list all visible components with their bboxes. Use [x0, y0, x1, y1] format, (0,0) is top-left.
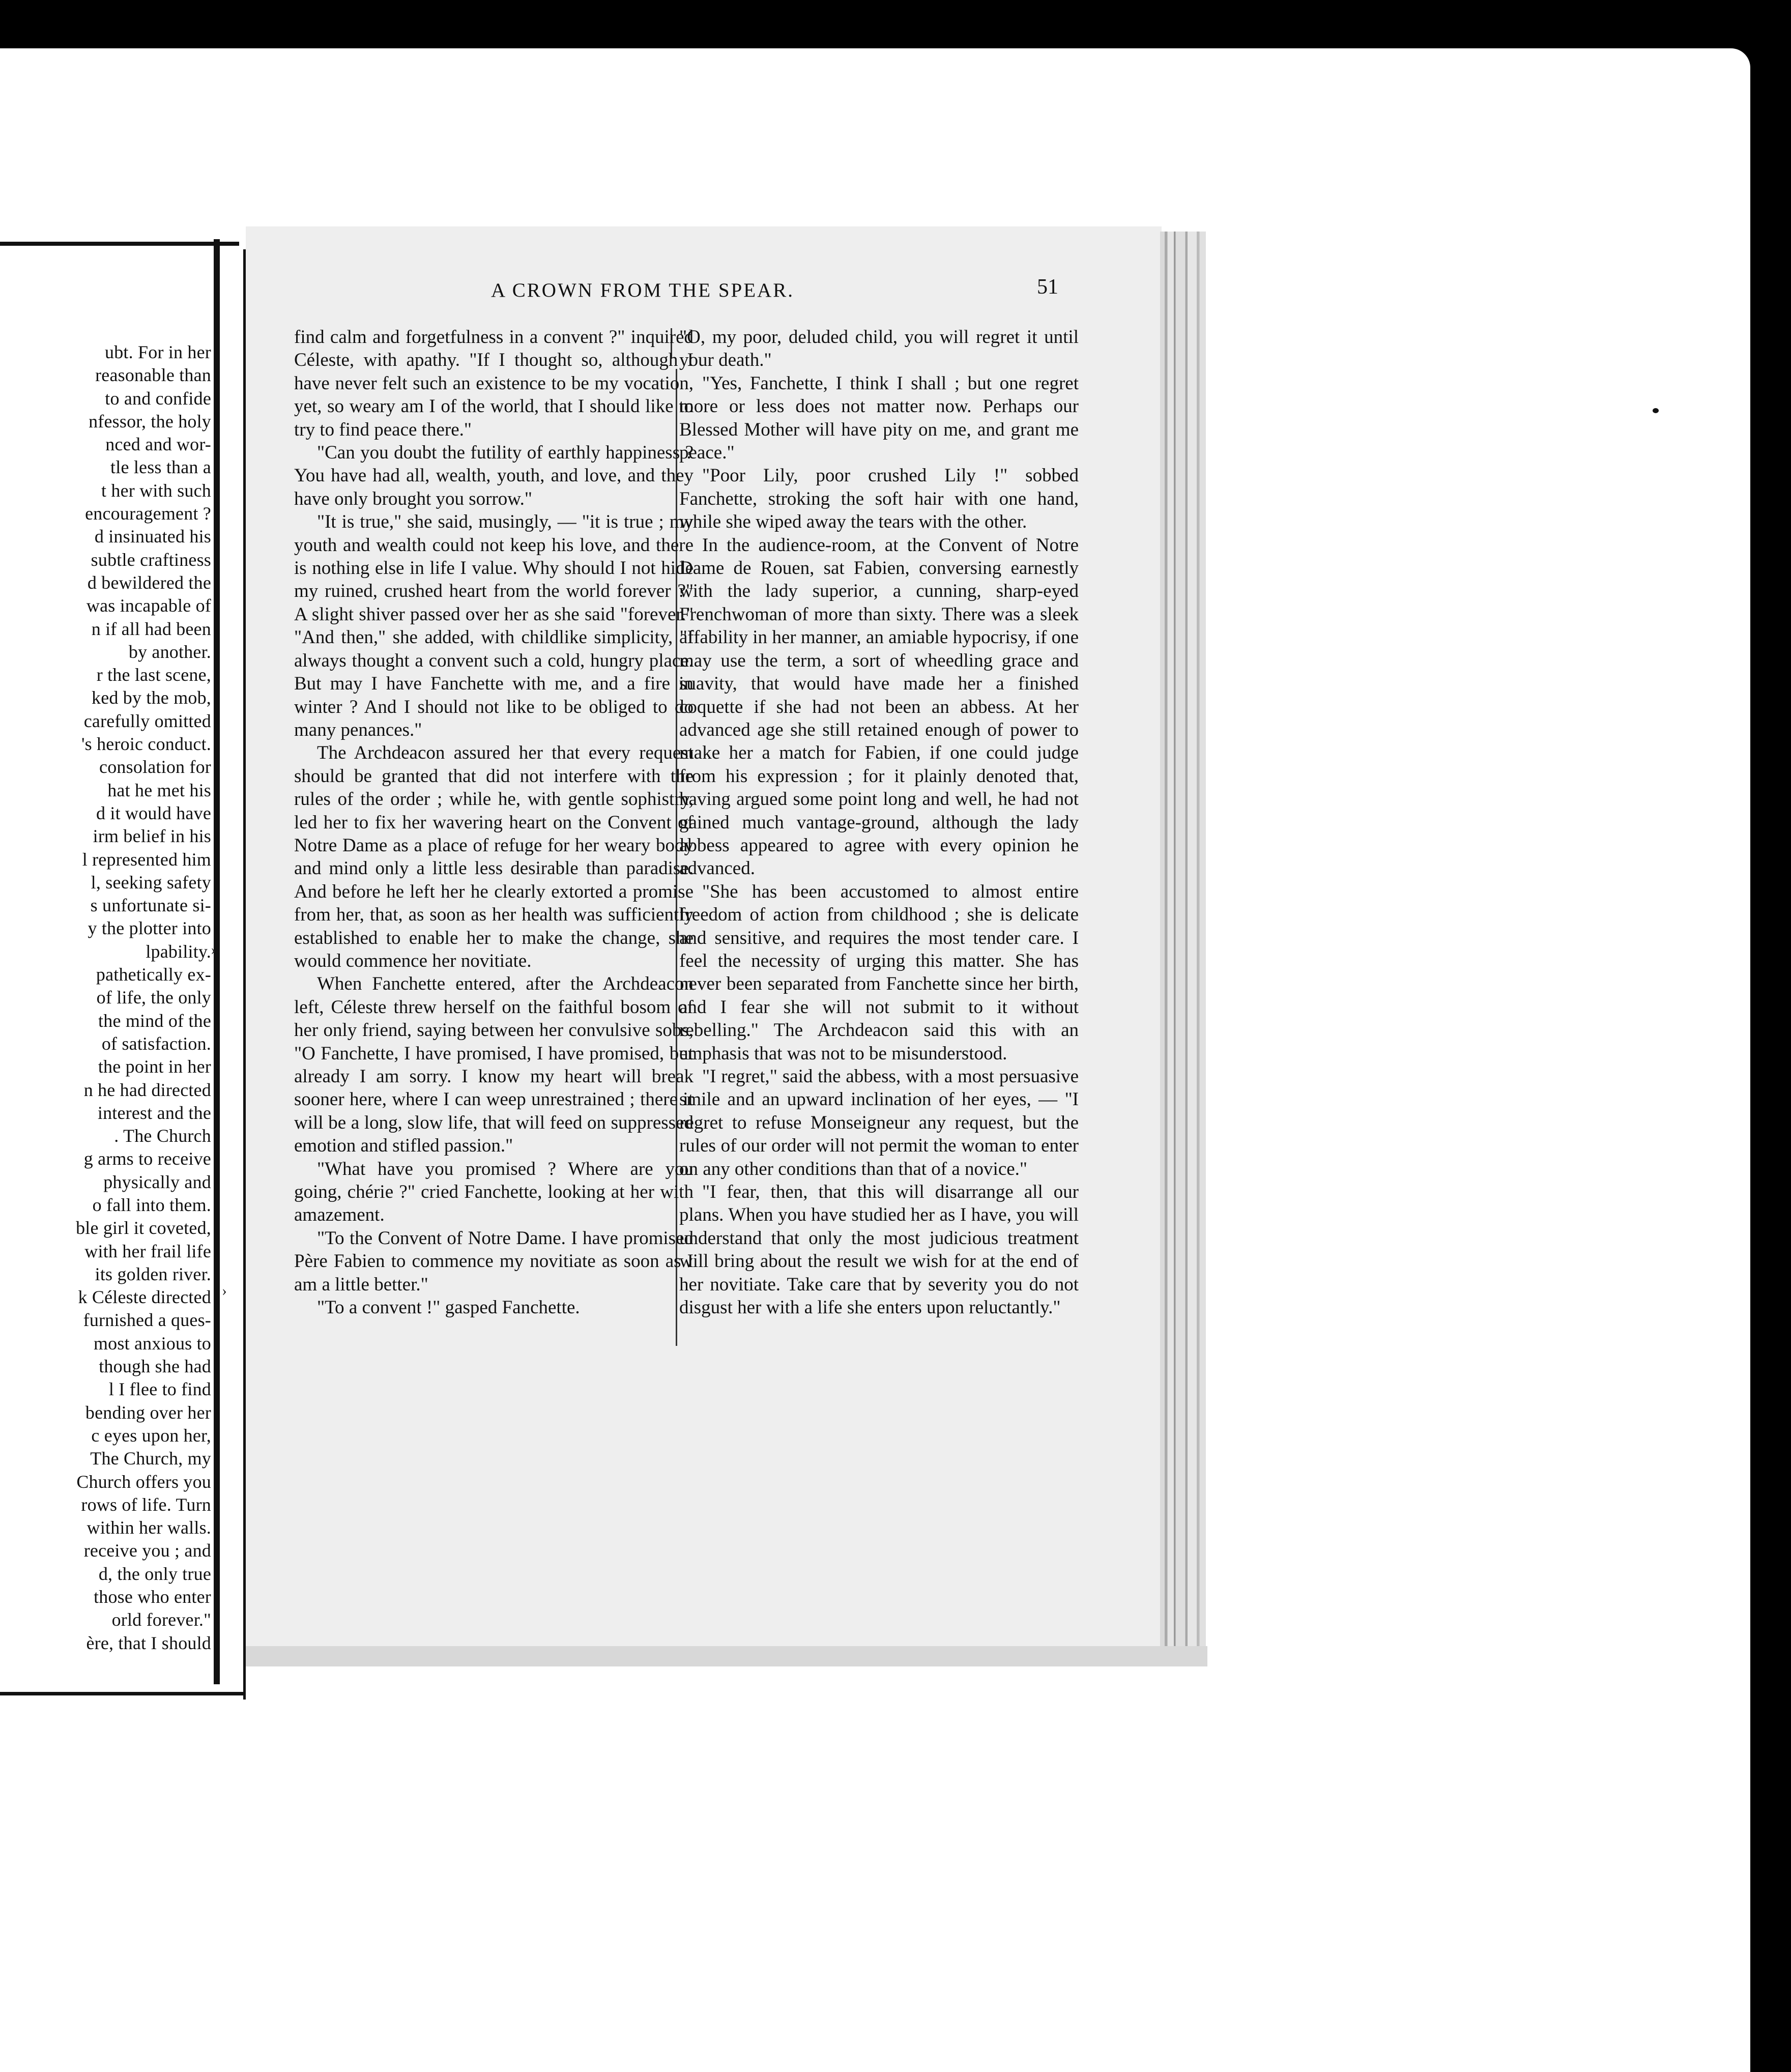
left-page-line: orld forever.": [111, 1609, 211, 1630]
left-page-line: interest and the: [97, 1102, 211, 1123]
running-head: A CROWN FROM THE SPEAR.: [491, 279, 794, 301]
left-page-line: k Céleste directed: [78, 1287, 211, 1308]
left-page-line: l, seeking safety: [91, 872, 211, 893]
left-page-fragment: [0, 239, 211, 1694]
left-page-line: . The Church: [114, 1126, 211, 1146]
left-page-line: of satisfaction.: [101, 1033, 211, 1054]
left-page-line: y the plotter into: [88, 918, 211, 939]
paragraph: "Can you doubt the futility of earthly happiness ? You have had all, wealth, youth, and love, and they have only brought you sorrow.": [294, 442, 694, 509]
left-page-line: hat he met his: [107, 780, 211, 800]
speck: [1653, 408, 1659, 413]
left-page-top-edge: [0, 242, 239, 246]
left-page-line: was incapable of: [86, 595, 211, 616]
paragraph: When Fanchette entered, after the Archdeacon left, Céleste threw herself on the faithful bosom of her only friend, saying between her convulsive sobs, "O Fanchette, I have promised, I have promised, but already I am sorry. I know my heart will break sooner here, where I can weep unrestrained ; there it will be a long, slow life, that will feed on suppressed emotion and stifled passion.": [294, 973, 694, 1157]
paragraph: "To the Convent of Notre Dame. I have promised Père Fabien to commence my novitiate as soon as I am a little better.": [294, 1227, 694, 1295]
left-page-line: most anxious to: [93, 1333, 211, 1354]
left-page-line: d it would have: [96, 802, 211, 823]
left-page-line: o fall into them.: [92, 1194, 211, 1215]
left-page-line: physically and: [103, 1171, 211, 1192]
paragraph: find calm and forgetfulness in a convent ?" inquired Céleste, with apathy. "If I thought so, although I have never felt such an existence to be my vocation, yet, so weary am I of the world, that I should like to try to find peace there.": [294, 327, 694, 440]
left-page-line: ère, that I should: [86, 1632, 211, 1653]
text-column-left: [294, 326, 694, 1319]
left-page-line: bending over her: [85, 1402, 211, 1423]
paragraph: The Archdeacon assured her that every request should be granted that did not interfere with the rules of the order ; while he, with gentle sophistry, led her to fix her wavering heart on the Convent of Notre Dame as a place of refuge for her weary body and mind only a little less desirable than paradise. And before he left her he clearly extorted a promise from her, that, as soon as her health was sufficiently established to enable her to make the change, she would commence her novitiate.: [294, 742, 694, 971]
paragraph: "What have you promised ? Where are you going, chérie ?" cried Fanchette, looking at her with amazement.: [294, 1158, 694, 1226]
left-page-line: to and confide: [105, 388, 211, 409]
left-page-line: by another.: [128, 641, 211, 662]
paragraph: "I regret," said the abbess, with a most persuasive smile and an upward inclination of her eyes, — "I regret to refuse Monseigneur any request, but the rules of our order will not permit the woman to enter on any other conditions than that of a novice.": [679, 1066, 1079, 1179]
left-page-line: pathetically ex-: [96, 964, 211, 985]
left-page-line: the mind of the: [98, 1010, 211, 1031]
page-bottom-edge: [246, 1646, 1207, 1666]
paragraph: "I fear, then, that this will disarrange all our plans. When you have studied her as I have, you will understand that only the most judicious treatment will bring about the result we wish for at the end of her novitiate. Take care that by severity you do not disgust her with a life she enters upon reluctantly.": [679, 1182, 1079, 1318]
left-page-line: tle less than a: [110, 457, 211, 478]
paragraph: "She has been accustomed to almost entire freedom of action from childhood ; she is delicate and sensitive, and requires the most tender care. I feel the necessity of urging this matter. She has never been separated from Fanchette since her birth, and I fear she will not submit to it without rebelling." The Archdeacon said this with an emphasis that was not to be misunderstood.: [679, 881, 1079, 1064]
paragraph: In the audience-room, at the Convent of Notre Dame de Rouen, sat Fabien, conversing earnestly with the lady superior, a cunning, sharp-eyed Frenchwoman of more than sixty. There was a sleek affability in her manner, an amiable hypocrisy, if one may use the term, a sort of wheedling grace and suavity, that would have made her a finished coquette if she had not been an abbess. At her advanced age she still retained enough of power to make her a match for Fabien, if one could judge from his expression ; for it plainly denoted that, having argued some point long and well, he had not gained much vantage-ground, although the lady abbess appeared to agree with every opinion he advanced.: [679, 534, 1079, 879]
left-page-line: carefully omitted: [83, 710, 211, 731]
left-page-line: s unfortunate si-: [90, 895, 211, 916]
left-page-line: its golden river.: [95, 1263, 211, 1284]
left-page-line: reasonable than: [95, 365, 211, 386]
paragraph: "Yes, Fanchette, I think I shall ; but one regret more or less does not matter now. Perhaps our Blessed Mother will have pity on me, and grant me peace.": [679, 372, 1079, 464]
left-page-line: those who enter: [94, 1587, 211, 1607]
left-page-bottom-edge: [0, 1692, 244, 1695]
left-page-line: d, the only true: [98, 1563, 211, 1584]
left-page-line: l represented him: [82, 849, 211, 870]
left-page-line: encouragement ?: [85, 503, 211, 524]
left-page-line: ble girl it coveted,: [76, 1218, 211, 1239]
page-number: 51: [1037, 275, 1058, 299]
left-page-line: lpability.: [146, 941, 211, 962]
paragraph: "To a convent !" gasped Fanchette.: [317, 1297, 580, 1318]
left-page-line: of life, the only: [96, 987, 211, 1008]
left-page-line: n if all had been: [91, 618, 211, 639]
left-page-line: rows of life. Turn: [81, 1494, 211, 1515]
paragraph: "Poor Lily, poor crushed Lily !" sobbed Fanchette, stroking the soft hair with one hand, while she wiped away the tears with the other.: [679, 465, 1079, 533]
left-page-line: furnished a ques-: [83, 1310, 211, 1331]
left-page-line: the point in her: [98, 1056, 211, 1077]
left-page-line: l I flee to find: [108, 1379, 211, 1400]
paragraph: "O, my poor, deluded child, you will regret it until your death.": [679, 327, 1079, 371]
left-page-line: with her frail life: [84, 1241, 211, 1261]
left-page-line: consolation for: [99, 757, 211, 778]
left-page-line: d insinuated his: [94, 526, 211, 547]
scan-border: [1750, 48, 1791, 2072]
left-page-line: receive you ; and: [83, 1540, 211, 1561]
left-page-line: Church offers you: [76, 1471, 211, 1492]
book-gutter: [214, 239, 220, 1684]
left-page-line: within her walls.: [86, 1517, 211, 1538]
left-page-line: n he had directed: [83, 1079, 211, 1100]
left-page-line: r the last scene,: [96, 665, 211, 685]
arrow-right-icon: ›: [211, 941, 216, 958]
left-page-line: g arms to receive: [83, 1148, 211, 1169]
left-page-line: c eyes upon her,: [91, 1425, 211, 1446]
left-page-line: The Church, my: [90, 1448, 211, 1469]
left-page-line: nfessor, the holy: [89, 411, 211, 431]
left-page-line: t her with such: [101, 480, 211, 501]
left-page-text: [0, 341, 211, 1655]
left-page-line: subtle craftiness: [91, 549, 211, 570]
paragraph: "It is true," she said, musingly, — "it is true ; my youth and wealth could not keep his love, and there is nothing else in life I value. Why should I not hide my ruined, crushed heart from the world forever ?" A slight shiver passed over her as she said "forever." "And then," she added, with childlike simplicity, "I always thought a convent such a cold, hungry place. But may I have Fanchette with me, and a fire in winter ? And I should not like to be obliged to do many penances.": [294, 511, 694, 740]
page-edges: [1160, 232, 1206, 1661]
left-page-line: ubt. For in her: [105, 342, 211, 362]
left-page-line: d bewildered the: [87, 572, 211, 593]
arrow-right-icon: ›: [222, 1282, 227, 1299]
left-page-line: ked by the mob,: [92, 687, 211, 708]
text-column-right: [679, 326, 1079, 1319]
left-page-line: though she had: [99, 1356, 211, 1377]
left-page-line: irm belief in his: [93, 826, 211, 847]
left-page-line: nced and wor-: [105, 434, 211, 455]
left-page-line: 's heroic conduct.: [81, 734, 211, 755]
